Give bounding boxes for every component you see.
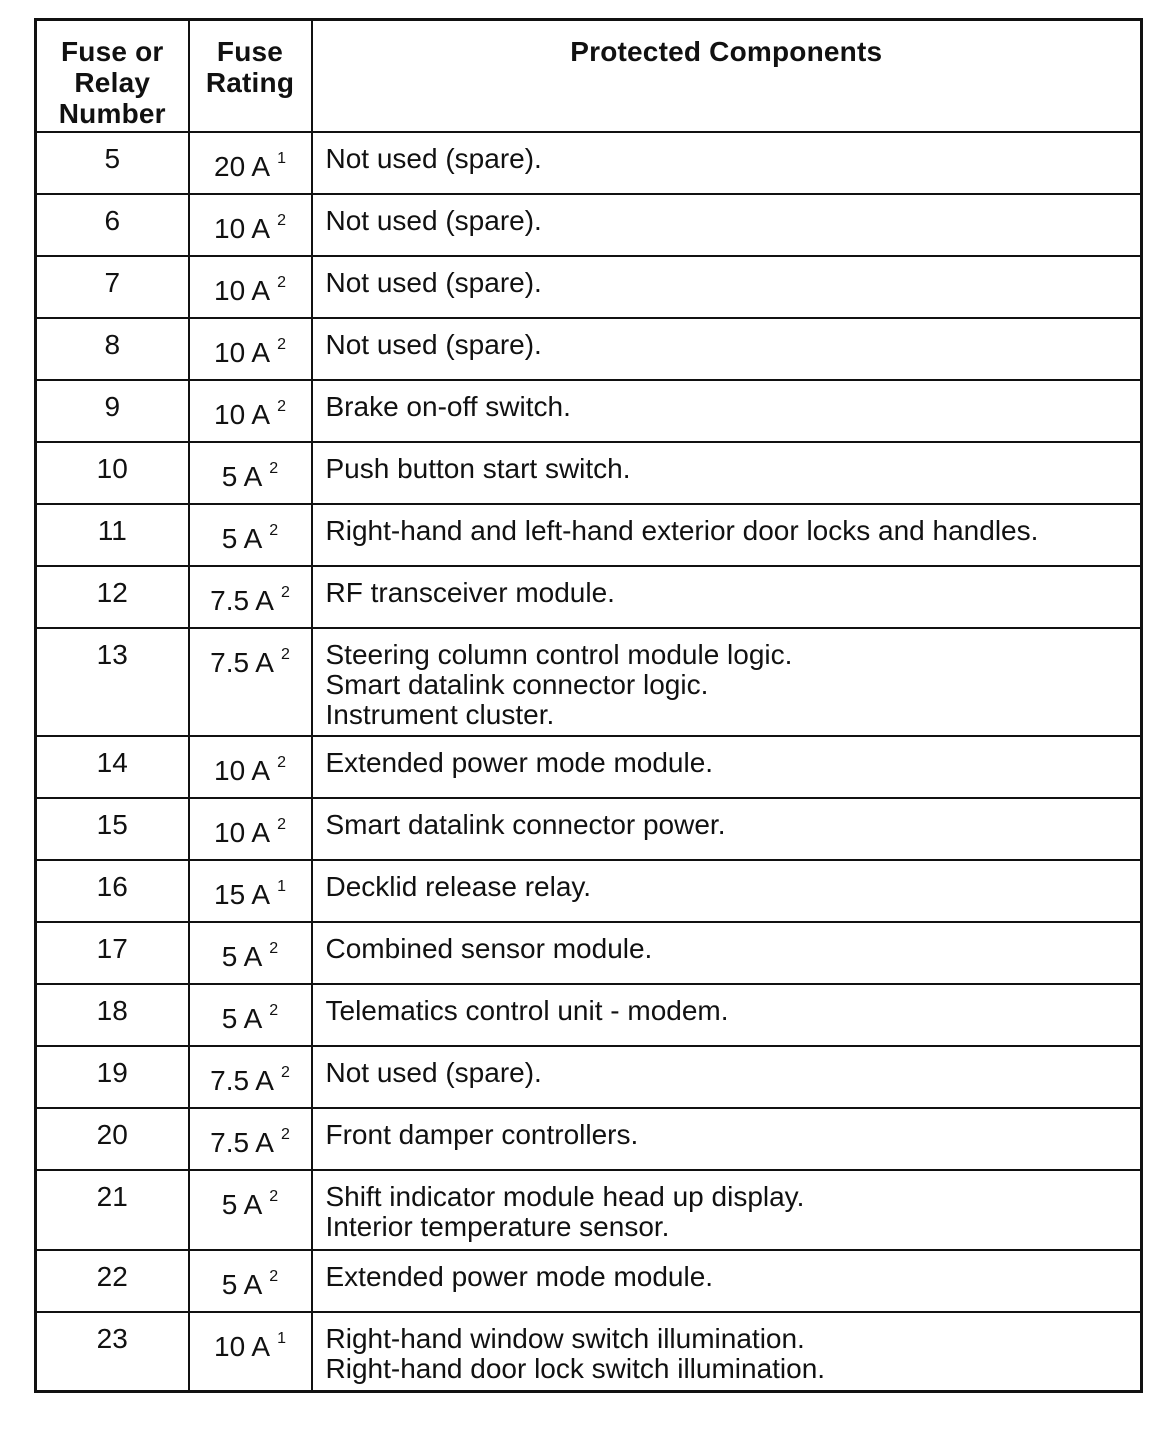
- protected-components-cell: [312, 132, 1142, 194]
- protected-component-line: Not used (spare).: [325, 1056, 542, 1088]
- rating-footnote-marker: 2: [277, 335, 286, 353]
- fuse-table-header: [36, 20, 1142, 132]
- table-row: [36, 504, 1142, 566]
- fuse-rating-cell: [189, 860, 312, 922]
- rating-footnote-marker: 2: [280, 1063, 290, 1081]
- protected-component-line: Front damper controllers.: [325, 1118, 639, 1150]
- protected-components-cell: [312, 984, 1142, 1046]
- protected-component-line: RF transceiver module.: [325, 576, 615, 608]
- protected-component-line: Not used (spare).: [325, 328, 542, 360]
- protected-components-cell: [312, 1170, 1142, 1250]
- protected-component-line: Instrument cluster.: [325, 698, 555, 730]
- protected-components-cell: [312, 442, 1142, 504]
- fuse-number-cell: 11: [36, 504, 189, 566]
- protected-component-line: Extended power mode module.: [325, 746, 714, 778]
- rating-footnote-marker: 2: [277, 273, 286, 291]
- table-row: [36, 380, 1142, 442]
- fuse-number-cell: 15: [36, 798, 189, 860]
- fuse-rating-cell: [189, 132, 312, 194]
- fuse-rating-cell: [189, 566, 312, 628]
- rating-footnote-marker: 2: [277, 753, 286, 771]
- table-row: [36, 1312, 1142, 1392]
- protected-component-line: Not used (spare).: [325, 204, 542, 236]
- protected-component-line: Push button start switch.: [325, 452, 631, 484]
- fuse-rating-cell: [189, 1312, 312, 1392]
- fuse-rating-cell: [189, 380, 312, 442]
- fuse-number-cell: 13: [36, 628, 189, 736]
- fuse-rating-value: 7.5 A: [210, 1064, 274, 1096]
- rating-footnote-marker: 2: [269, 521, 279, 539]
- protected-components-cell: [312, 798, 1142, 860]
- protected-components-cell: [312, 1250, 1142, 1312]
- fuse-table-body: [36, 132, 1142, 1392]
- fuse-rating-cell: [189, 194, 312, 256]
- fuse-number-cell: 16: [36, 860, 189, 922]
- protected-component-line: Right-hand window switch illumination.: [325, 1322, 805, 1354]
- fuse-rating-cell: [189, 1170, 312, 1250]
- fuse-rating-value: 7.5 A: [210, 584, 274, 616]
- fuse-number-cell: 12: [36, 566, 189, 628]
- fuse-rating-cell: [189, 318, 312, 380]
- protected-component-line: Not used (spare).: [325, 266, 542, 298]
- rating-footnote-marker: 2: [277, 211, 286, 229]
- fuse-rating-value: 5 A: [221, 1268, 263, 1300]
- rating-footnote-marker: 2: [280, 1125, 290, 1143]
- table-row: [36, 566, 1142, 628]
- protected-components-cell: [312, 194, 1142, 256]
- protected-component-line: Telematics control unit - modem.: [325, 994, 729, 1026]
- table-row: [36, 318, 1142, 380]
- fuse-rating-value: 20 A: [214, 150, 271, 182]
- fuse-number-cell: 22: [36, 1250, 189, 1312]
- protected-component-line: Steering column control module logic.: [325, 638, 793, 670]
- fuse-rating-value: 5 A: [221, 522, 263, 554]
- fuse-rating-value: 10 A: [214, 212, 271, 244]
- protected-components-cell: [312, 256, 1142, 318]
- fuse-number-cell: 18: [36, 984, 189, 1046]
- protected-components-cell: [312, 736, 1142, 798]
- fuse-rating-cell: [189, 504, 312, 566]
- fuse-rating-value: 10 A: [214, 1330, 271, 1362]
- fuse-number-cell: 9: [36, 380, 189, 442]
- fuse-rating-cell: [189, 922, 312, 984]
- fuse-number-cell: 5: [36, 132, 189, 194]
- table-row: [36, 1170, 1142, 1250]
- table-row: [36, 442, 1142, 504]
- fuse-rating-value: 15 A: [214, 878, 271, 910]
- fuse-rating-cell: [189, 256, 312, 318]
- header-fuse-or-relay-number: Fuse or Relay Number: [36, 20, 189, 132]
- fuse-number-cell: 8: [36, 318, 189, 380]
- protected-component-line: Smart datalink connector logic.: [325, 668, 709, 700]
- fuse-number-cell: 10: [36, 442, 189, 504]
- table-row: [36, 860, 1142, 922]
- fuse-rating-cell: [189, 798, 312, 860]
- protected-components-cell: [312, 318, 1142, 380]
- rating-footnote-marker: 2: [269, 1001, 279, 1019]
- rating-footnote-marker: 2: [280, 645, 290, 663]
- rating-footnote-marker: 1: [277, 149, 286, 167]
- fuse-rating-cell: [189, 1250, 312, 1312]
- protected-component-line: Extended power mode module.: [325, 1260, 714, 1292]
- protected-components-cell: [312, 628, 1142, 736]
- fuse-rating-cell: [189, 984, 312, 1046]
- table-row: [36, 1108, 1142, 1170]
- fuse-number-cell: 20: [36, 1108, 189, 1170]
- protected-component-line: Right-hand and left-hand exterior door locks and handles.: [325, 514, 1039, 546]
- fuse-table: [34, 18, 1143, 1393]
- rating-footnote-marker: 1: [277, 877, 286, 895]
- fuse-rating-value: 7.5 A: [210, 1126, 274, 1158]
- rating-footnote-marker: 2: [277, 815, 286, 833]
- protected-component-line: Decklid release relay.: [325, 870, 592, 902]
- fuse-rating-value: 10 A: [214, 754, 271, 786]
- rating-footnote-marker: 2: [269, 459, 279, 477]
- table-row: [36, 922, 1142, 984]
- protected-component-line: Interior temperature sensor.: [325, 1210, 670, 1242]
- fuse-rating-cell: [189, 1046, 312, 1108]
- rating-footnote-marker: 2: [280, 583, 290, 601]
- fuse-rating-value: 5 A: [221, 940, 263, 972]
- fuse-number-cell: 7: [36, 256, 189, 318]
- fuse-rating-value: 10 A: [214, 816, 271, 848]
- fuse-rating-value: 5 A: [221, 1188, 263, 1220]
- table-row: [36, 256, 1142, 318]
- header-protected-components: Protected Components: [312, 20, 1142, 132]
- table-row: [36, 984, 1142, 1046]
- rating-footnote-marker: 2: [277, 397, 286, 415]
- protected-components-cell: [312, 504, 1142, 566]
- protected-component-line: Not used (spare).: [325, 142, 542, 174]
- protected-components-cell: [312, 1312, 1142, 1392]
- table-row: [36, 132, 1142, 194]
- table-row: [36, 194, 1142, 256]
- table-row: [36, 798, 1142, 860]
- header-fuse-rating: Fuse Rating: [189, 20, 312, 132]
- protected-components-cell: [312, 860, 1142, 922]
- protected-components-cell: [312, 380, 1142, 442]
- fuse-rating-value: 5 A: [221, 1002, 263, 1034]
- fuse-rating-value: 10 A: [214, 336, 271, 368]
- protected-components-cell: [312, 922, 1142, 984]
- protected-components-cell: [312, 1108, 1142, 1170]
- fuse-rating-cell: [189, 628, 312, 736]
- protected-components-cell: [312, 566, 1142, 628]
- fuse-number-cell: 17: [36, 922, 189, 984]
- fuse-number-cell: 14: [36, 736, 189, 798]
- table-row: [36, 1250, 1142, 1312]
- fuse-rating-value: 5 A: [221, 460, 263, 492]
- protected-component-line: Shift indicator module head up display.: [325, 1180, 805, 1212]
- protected-component-line: Smart datalink connector power.: [325, 808, 726, 840]
- fuse-number-cell: 6: [36, 194, 189, 256]
- fuse-rating-value: 7.5 A: [210, 646, 274, 678]
- fuse-number-cell: 23: [36, 1312, 189, 1392]
- fuse-rating-cell: [189, 442, 312, 504]
- protected-component-line: Right-hand door lock switch illumination.: [325, 1352, 826, 1384]
- fuse-rating-value: 10 A: [214, 274, 271, 306]
- rating-footnote-marker: 2: [269, 1267, 279, 1285]
- fuse-number-cell: 21: [36, 1170, 189, 1250]
- rating-footnote-marker: 2: [269, 939, 279, 957]
- fuse-number-cell: 19: [36, 1046, 189, 1108]
- header-row: [36, 20, 1142, 132]
- protected-components-cell: [312, 1046, 1142, 1108]
- protected-component-line: Combined sensor module.: [325, 932, 653, 964]
- table-row: [36, 628, 1142, 736]
- table-row: [36, 736, 1142, 798]
- fuse-rating-cell: [189, 1108, 312, 1170]
- fuse-rating-value: 10 A: [214, 398, 271, 430]
- rating-footnote-marker: 2: [269, 1187, 279, 1205]
- fuse-rating-cell: [189, 736, 312, 798]
- table-row: [36, 1046, 1142, 1108]
- rating-footnote-marker: 1: [277, 1329, 286, 1347]
- protected-component-line: Brake on-off switch.: [325, 390, 571, 422]
